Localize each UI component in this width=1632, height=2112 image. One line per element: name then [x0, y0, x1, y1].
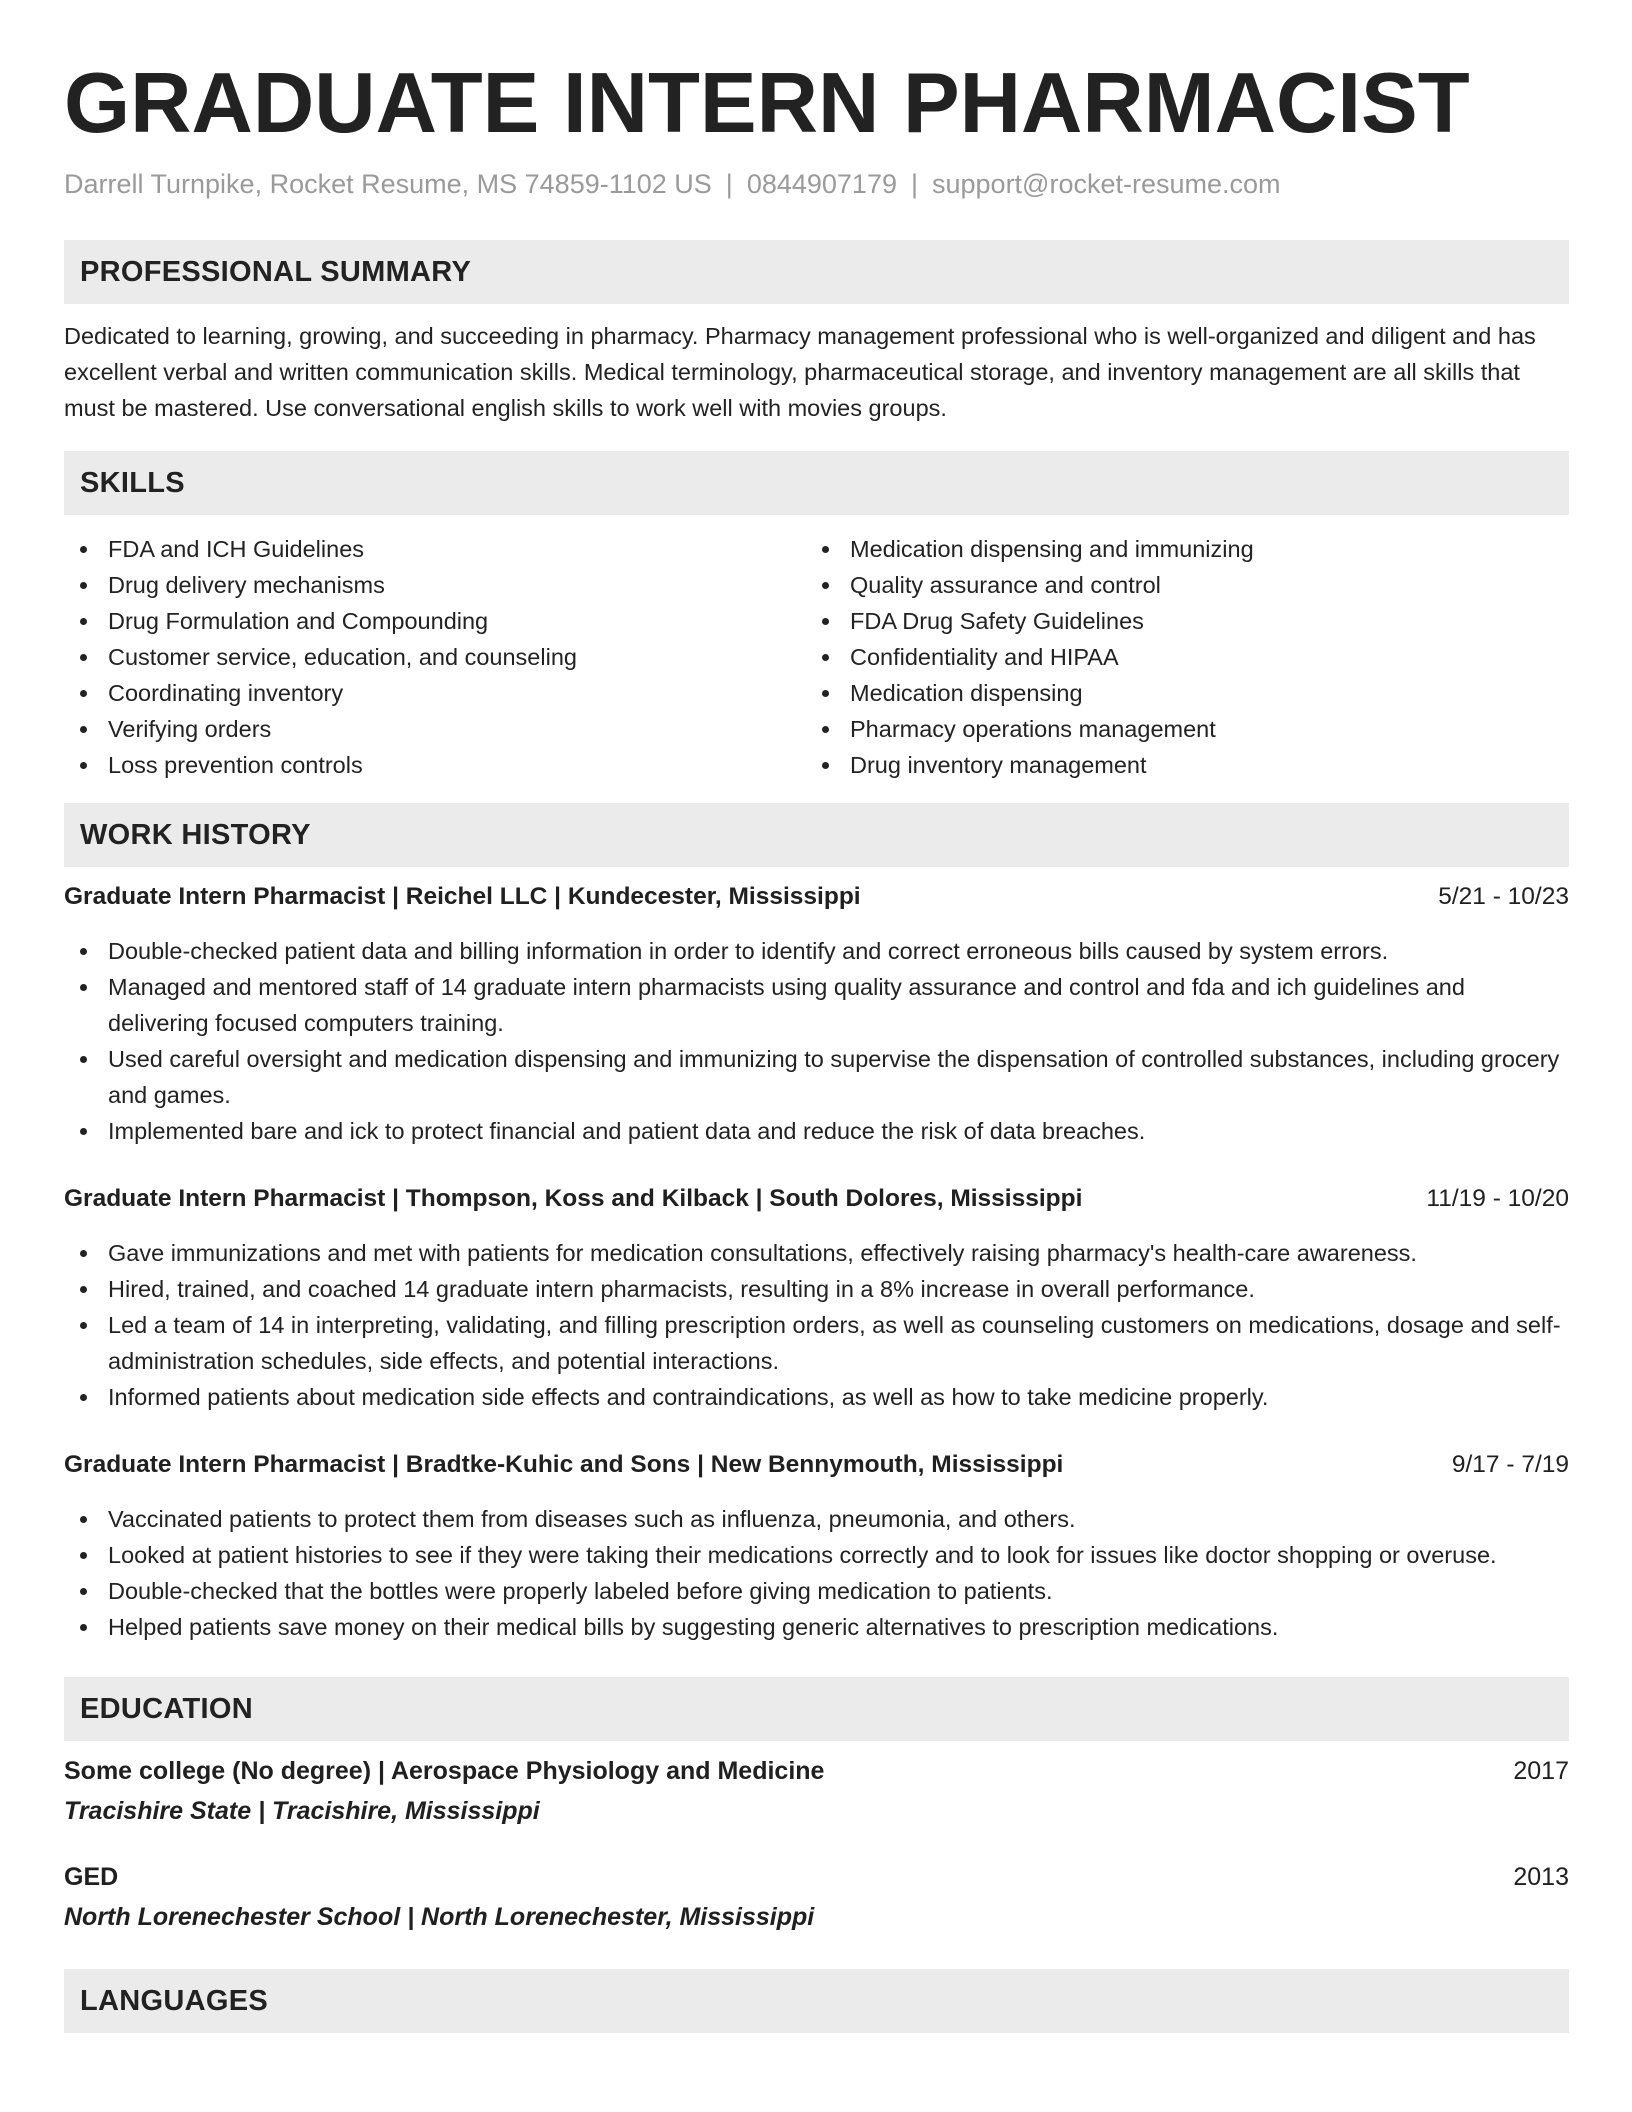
skill-item: Confidentiality and HIPAA — [806, 639, 1548, 675]
education-header — [64, 1859, 1569, 1895]
contact-separator: | — [910, 169, 918, 199]
job-bullet: Looked at patient histories to see if they were taking their medications correctly and to look for issues like doctor shopping or overuse. — [64, 1537, 1569, 1573]
section-heading-education: EDUCATION — [64, 1677, 1569, 1741]
job-bullets — [64, 1235, 1569, 1415]
job-bullets — [64, 933, 1569, 1149]
job-title: Graduate Intern Pharmacist | Thompson, Koss and Kilback | South Dolores, Mississippi — [64, 1185, 1083, 1212]
job-bullet: Double-checked patient data and billing information in order to identify and correct erroneous bills caused by system errors. — [64, 933, 1569, 969]
job-title: Graduate Intern Pharmacist | Bradtke-Kuhic and Sons | New Bennymouth, Mississippi — [64, 1451, 1064, 1478]
education-entry — [64, 1859, 1569, 1935]
job-header — [64, 879, 1569, 915]
education-degree: GED — [64, 1863, 119, 1891]
skill-item: Drug inventory management — [806, 747, 1548, 783]
skill-item: FDA and ICH Guidelines — [64, 531, 806, 567]
summary-text: Dedicated to learning, growing, and succeeding in pharmacy. Pharmacy management professional who is well-organized and diligent and has excellent verbal and written communication skills. Medical terminology, pharmaceutical storage, and inventory management are all skills that must be mastered. Use conversational english skills to work well with movies groups. — [64, 323, 1536, 421]
skill-item: Coordinating inventory — [64, 675, 806, 711]
contact-line — [64, 166, 1569, 202]
job-bullet: Used careful oversight and medication dispensing and immunizing to supervise the dispensation of controlled substances, including grocery and games. — [64, 1041, 1569, 1113]
skills-columns — [64, 531, 1569, 783]
job-bullet: Implemented bare and ick to protect financial and patient data and reduce the risk of data breaches. — [64, 1113, 1569, 1149]
education-year: 2013 — [1513, 1863, 1569, 1891]
job-dates: 11/19 - 10/20 — [1426, 1185, 1569, 1212]
education-entry — [64, 1753, 1569, 1829]
skill-item: Drug delivery mechanisms — [64, 567, 806, 603]
job-bullet: Double-checked that the bottles were properly labeled before giving medication to patients. — [64, 1573, 1569, 1609]
skill-item: Pharmacy operations management — [806, 711, 1548, 747]
contact-email: support@rocket-resume.com — [932, 169, 1281, 199]
education-year: 2017 — [1513, 1757, 1569, 1785]
resume-title: GRADUATE INTERN PHARMACIST — [64, 56, 1470, 151]
section-heading-skills: SKILLS — [64, 451, 1569, 515]
skill-item: Verifying orders — [64, 711, 806, 747]
job-header — [64, 1181, 1569, 1217]
skill-item: Customer service, education, and counseling — [64, 639, 806, 675]
education-school: Tracishire State | Tracishire, Mississippi — [64, 1797, 540, 1825]
contact-address: Darrell Turnpike, Rocket Resume, MS 74859-1102 US — [64, 169, 712, 199]
education-degree: Some college (No degree) | Aerospace Physiology and Medicine — [64, 1757, 825, 1785]
skill-item: Drug Formulation and Compounding — [64, 603, 806, 639]
job-bullet: Hired, trained, and coached 14 graduate intern pharmacists, resulting in a 8% increase in overall performance. — [64, 1271, 1569, 1307]
job-bullet: Managed and mentored staff of 14 graduate intern pharmacists using quality assurance and control and fda and ich guidelines and delivering focused computers training. — [64, 969, 1569, 1041]
job-bullet: Helped patients save money on their medical bills by suggesting generic alternatives to prescription medications. — [64, 1609, 1569, 1645]
skill-item: Medication dispensing and immunizing — [806, 531, 1548, 567]
education-header — [64, 1753, 1569, 1789]
contact-phone: 0844907179 — [746, 169, 897, 199]
skill-item: Loss prevention controls — [64, 747, 806, 783]
contact-separator: | — [725, 169, 733, 199]
job-entry — [64, 1447, 1569, 1645]
job-dates: 5/21 - 10/23 — [1438, 883, 1569, 910]
job-bullet: Led a team of 14 in interpreting, validating, and filling prescription orders, as well as counseling customers on medications, dosage and self-administration schedules, side effects, and potential interactions. — [64, 1307, 1569, 1379]
job-bullets — [64, 1501, 1569, 1645]
job-bullet: Vaccinated patients to protect them from diseases such as influenza, pneumonia, and others. — [64, 1501, 1569, 1537]
job-header — [64, 1447, 1569, 1483]
education-school: North Lorenechester School | North Lorenechester, Mississippi — [64, 1903, 815, 1931]
skills-list-left — [64, 531, 806, 783]
section-heading-summary: PROFESSIONAL SUMMARY — [64, 240, 1569, 304]
section-heading-languages: LANGUAGES — [64, 1969, 1569, 2033]
job-entry — [64, 879, 1569, 1149]
job-entry — [64, 1181, 1569, 1415]
section-heading-work-history: WORK HISTORY — [64, 803, 1569, 867]
job-bullet: Informed patients about medication side effects and contraindications, as well as how to take medicine properly. — [64, 1379, 1569, 1415]
skill-item: FDA Drug Safety Guidelines — [806, 603, 1548, 639]
job-dates: 9/17 - 7/19 — [1451, 1451, 1569, 1478]
skills-list-right — [806, 531, 1548, 783]
job-bullet: Gave immunizations and met with patients for medication consultations, effectively raising pharmacy's health-care awareness. — [64, 1235, 1569, 1271]
job-title: Graduate Intern Pharmacist | Reichel LLC | Kundecester, Mississippi — [64, 883, 861, 910]
skill-item: Medication dispensing — [806, 675, 1548, 711]
skill-item: Quality assurance and control — [806, 567, 1548, 603]
